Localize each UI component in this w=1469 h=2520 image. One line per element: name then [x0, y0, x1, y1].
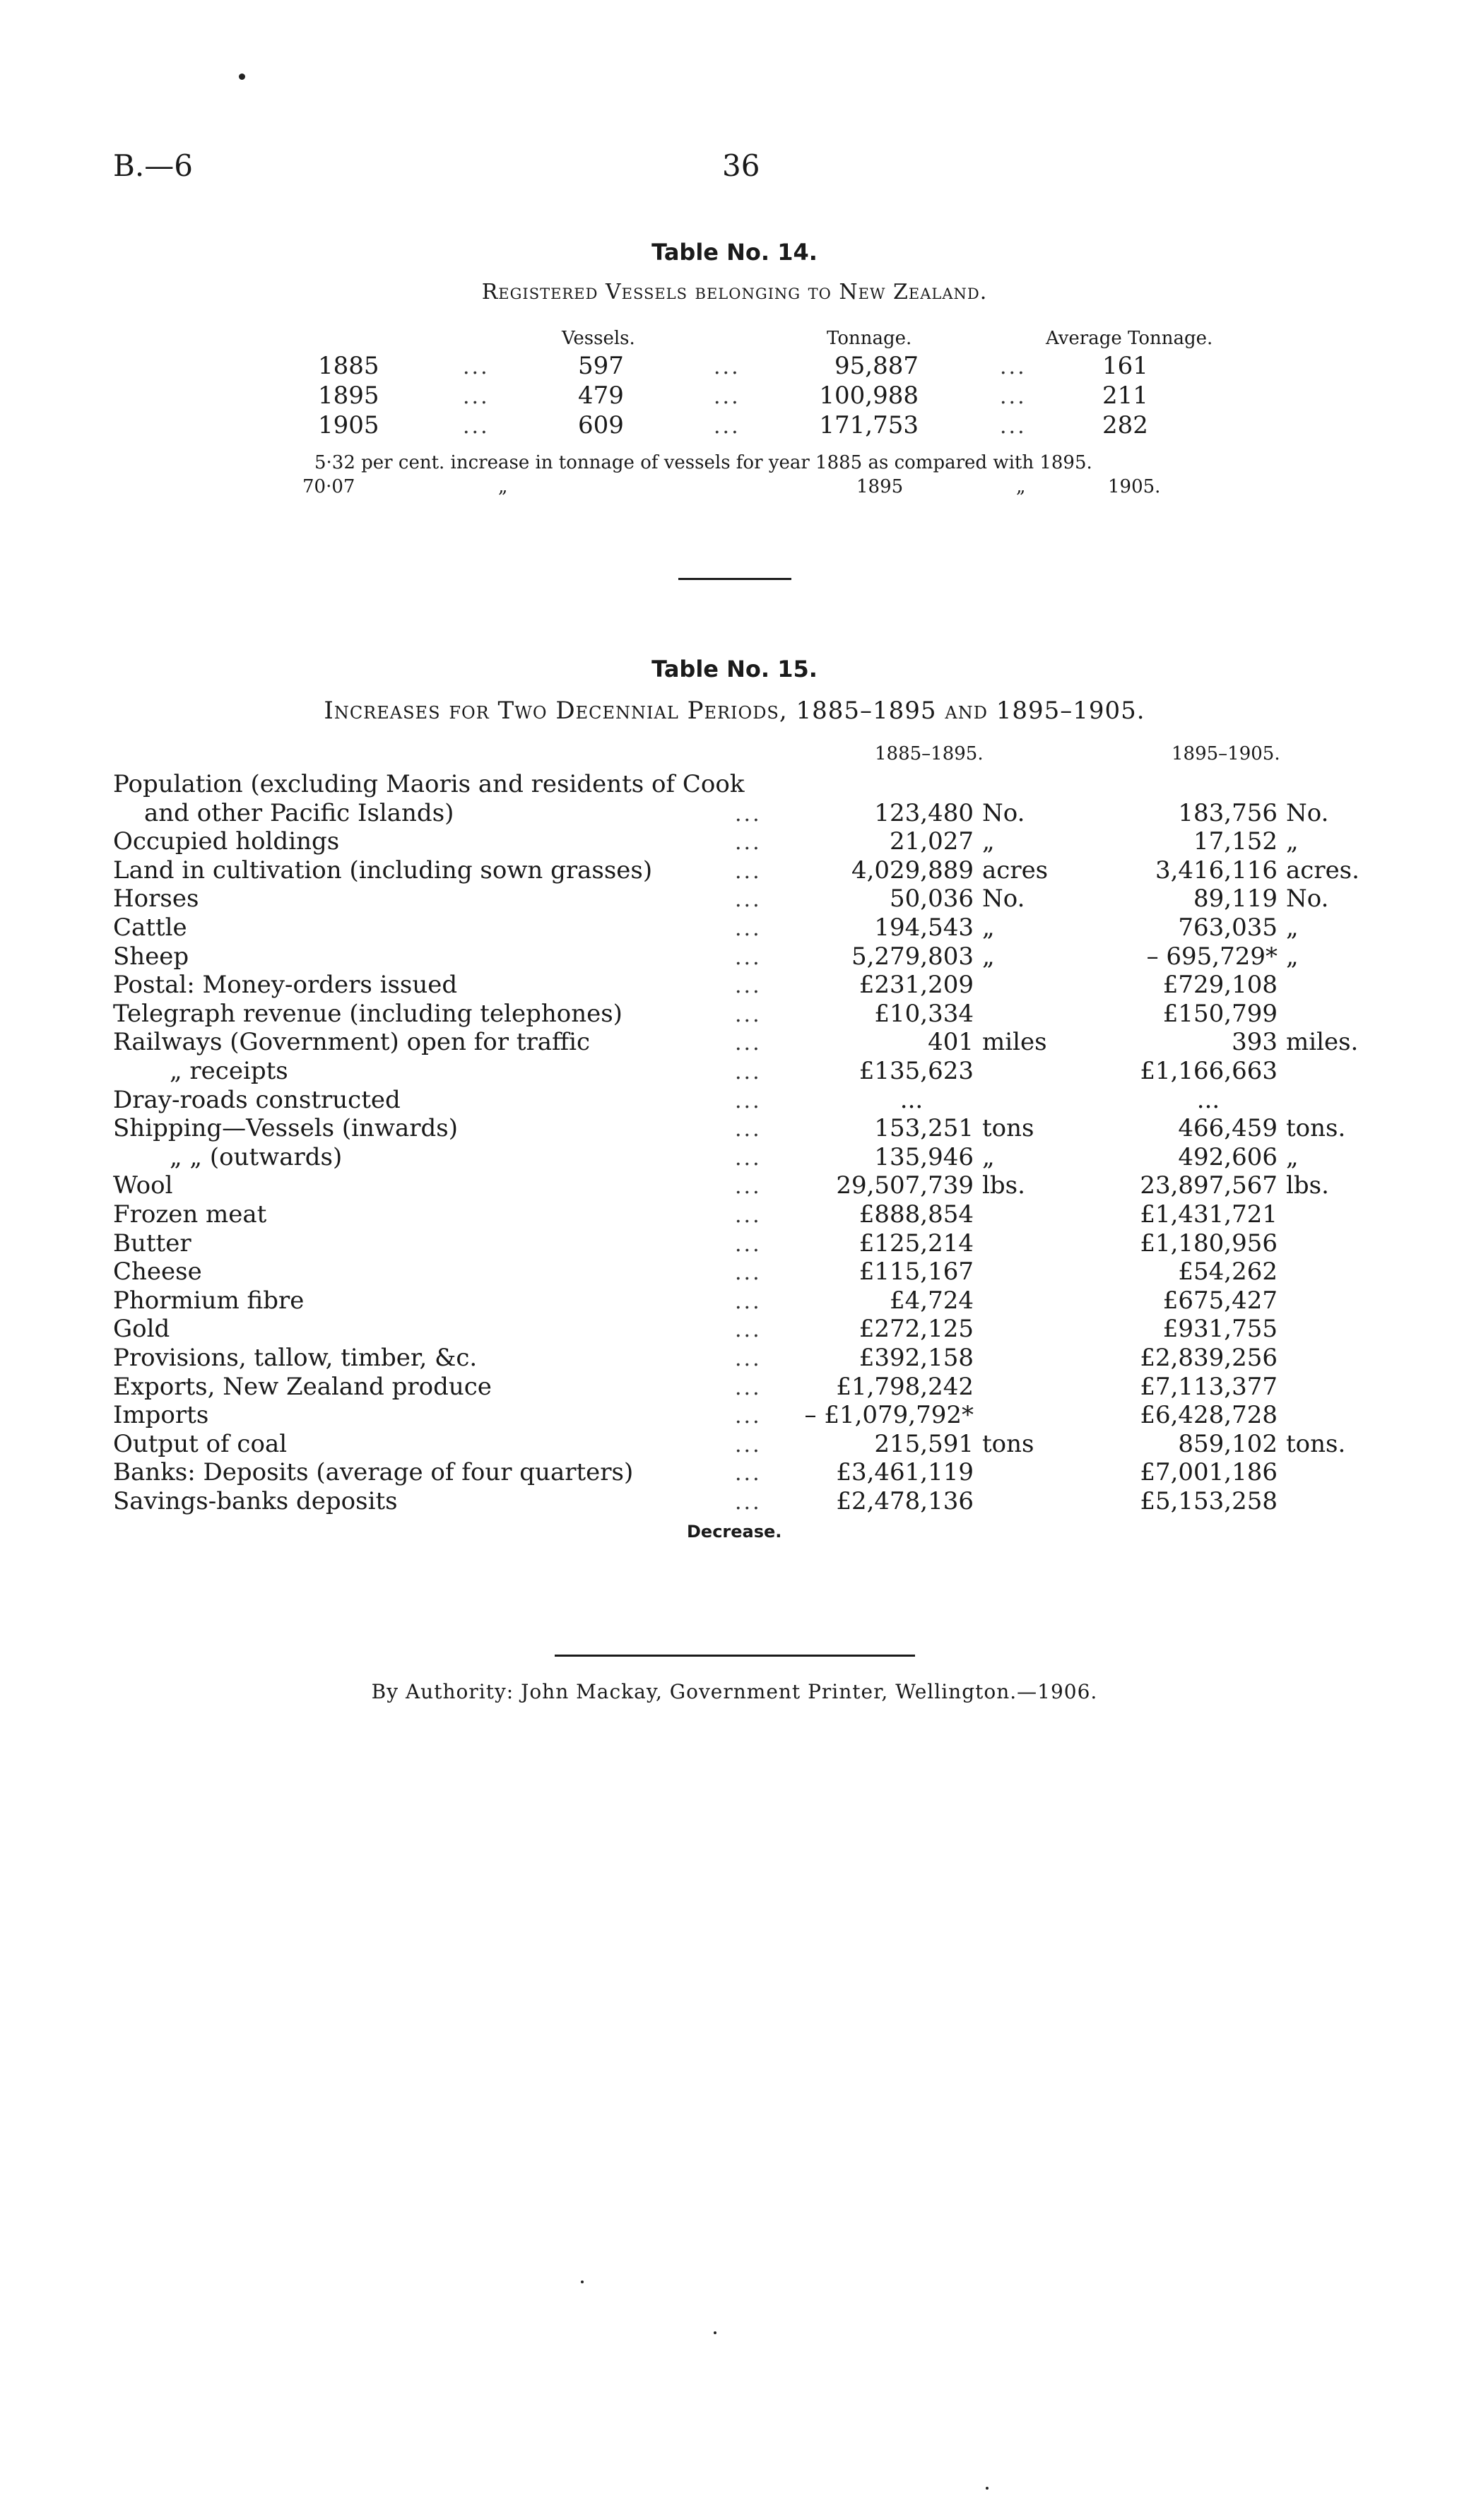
row-label: „ receipts — [170, 1057, 288, 1085]
unit-1895-1905: No. — [1286, 799, 1329, 827]
year-cell: 1895 — [318, 381, 379, 410]
row-label: Phormium fibre — [113, 1286, 305, 1315]
note-percent: 70·07 — [302, 476, 355, 497]
row-label: Savings-banks deposits — [113, 1487, 398, 1515]
col-header-average-tonnage: Average Tonnage. — [1046, 328, 1213, 349]
value-1885-1895: 194,543 — [874, 913, 974, 942]
value-1895-1905: 23,897,567 — [1140, 1171, 1278, 1200]
value-1895-1905: – 695,729* — [1146, 942, 1278, 971]
paper-speck — [239, 73, 245, 80]
row-label: Gold — [113, 1315, 170, 1343]
col-header-1895-1905: 1895–1905. — [1172, 743, 1280, 764]
leader-dots: ... — [714, 384, 741, 409]
ditto-mark: „ — [498, 476, 508, 497]
row-label: Occupied holdings — [113, 827, 340, 856]
leader-dots: ... — [735, 1260, 762, 1285]
leader-dots: ... — [735, 1146, 762, 1171]
table-14-subtitle: Registered Vessels belonging to New Zealand. — [481, 280, 988, 304]
leader-dots: ... — [735, 1174, 762, 1199]
row-label: Wool — [113, 1171, 173, 1200]
row-label: Frozen meat — [113, 1200, 267, 1229]
leader-dots: ... — [1000, 355, 1027, 379]
leader-dots: ... — [735, 1461, 762, 1486]
value-1885-1895: 153,251 — [874, 1114, 974, 1142]
row-label: Railways (Government) open for traffic — [113, 1028, 591, 1056]
row-label: Cattle — [113, 913, 187, 942]
unit-1885-1895: acres — [982, 856, 1049, 885]
unit-1885-1895: tons — [982, 1114, 1034, 1142]
value-1885-1895: £135,623 — [859, 1057, 974, 1085]
leader-dots: ... — [735, 1031, 762, 1055]
note-year: 1905. — [1108, 476, 1161, 497]
ditto-mark: „ — [1016, 476, 1026, 497]
value-1895-1905: 466,459 — [1178, 1114, 1278, 1142]
tonnage-cell: 100,988 — [819, 381, 919, 410]
value-1885-1895: 5,279,803 — [851, 942, 974, 971]
col-header-vessels: Vessels. — [562, 328, 635, 349]
value-1895-1905: 183,756 — [1178, 799, 1278, 827]
value-1885-1895: 29,507,739 — [836, 1171, 974, 1200]
row-label: Imports — [113, 1401, 209, 1429]
leader-dots: ... — [735, 830, 762, 855]
table-15-title: Table No. 15. — [651, 656, 818, 682]
unit-1885-1895: „ — [982, 827, 995, 856]
unit-1885-1895: „ — [982, 913, 995, 942]
value-1885-1895: £125,214 — [859, 1229, 974, 1258]
row-label: and other Pacific Islands) — [144, 799, 454, 827]
leader-dots: ... — [735, 887, 762, 912]
year-cell: 1905 — [318, 411, 379, 439]
value-1885-1895: 123,480 — [874, 799, 974, 827]
leader-dots: ... — [735, 802, 762, 827]
value-1885-1895: £1,798,242 — [836, 1373, 974, 1401]
value-1895-1905: £7,113,377 — [1140, 1373, 1278, 1401]
value-1895-1905: £6,428,728 — [1140, 1401, 1278, 1429]
value-1885-1895: £3,461,119 — [836, 1458, 974, 1486]
leader-dots: ... — [463, 355, 490, 379]
unit-1885-1895: miles — [982, 1028, 1047, 1056]
value-1895-1905: ... — [1196, 1086, 1220, 1114]
value-1885-1895: 21,027 — [890, 827, 974, 856]
value-1885-1895: £115,167 — [859, 1258, 974, 1286]
paper-speck — [714, 2331, 716, 2334]
value-1885-1895: ... — [899, 1086, 924, 1114]
value-1885-1895: £2,478,136 — [836, 1487, 974, 1515]
section-divider — [678, 578, 791, 580]
value-1895-1905: 492,606 — [1178, 1143, 1278, 1171]
page-number: 36 — [722, 148, 760, 183]
row-label: Butter — [113, 1229, 191, 1258]
average-cell: 211 — [1102, 381, 1148, 410]
printer-imprint: By Authority: John Mackay, Government Printer, Wellington.—1906. — [371, 1680, 1098, 1703]
paper-speck — [581, 2281, 584, 2283]
leader-dots: ... — [1000, 414, 1027, 439]
leader-dots: ... — [735, 1318, 762, 1342]
unit-1895-1905: miles. — [1286, 1028, 1359, 1056]
leader-dots: ... — [735, 859, 762, 884]
col-header-1885-1895: 1885–1895. — [875, 743, 984, 764]
footer-rule — [555, 1655, 915, 1657]
value-1895-1905: £675,427 — [1162, 1286, 1278, 1315]
value-1895-1905: £54,262 — [1178, 1258, 1278, 1286]
unit-1895-1905: „ — [1286, 913, 1299, 942]
unit-1885-1895: No. — [982, 885, 1025, 913]
year-cell: 1885 — [318, 352, 379, 380]
row-label: Postal: Money-orders issued — [113, 971, 458, 999]
table-14-note-1: 5·32 per cent. increase in tonnage of vessels for year 1885 as compared with 1895. — [314, 452, 1092, 473]
value-1885-1895: £231,209 — [859, 971, 974, 999]
value-1885-1895: £272,125 — [859, 1315, 974, 1343]
value-1895-1905: 763,035 — [1178, 913, 1278, 942]
vessels-cell: 609 — [578, 411, 624, 439]
unit-1885-1895: lbs. — [982, 1171, 1025, 1200]
value-1895-1905: 89,119 — [1193, 885, 1278, 913]
value-1895-1905: 859,102 — [1178, 1430, 1278, 1458]
row-label: „ „ (outwards) — [170, 1143, 343, 1171]
row-label: Telegraph revenue (including telephones) — [113, 1000, 623, 1028]
paper-speck — [986, 2487, 989, 2490]
unit-1895-1905: No. — [1286, 885, 1329, 913]
leader-dots: ... — [735, 1203, 762, 1228]
row-label: Land in cultivation (including sown grasses) — [113, 856, 653, 885]
value-1895-1905: £5,153,258 — [1140, 1487, 1278, 1515]
value-1885-1895: 50,036 — [890, 885, 974, 913]
value-1895-1905: £1,431,721 — [1140, 1200, 1278, 1229]
value-1895-1905: 3,416,116 — [1155, 856, 1278, 885]
leader-dots: ... — [714, 414, 741, 439]
unit-1895-1905: „ — [1286, 1143, 1299, 1171]
footnote-decrease: Decrease. — [687, 1522, 782, 1542]
unit-1895-1905: lbs. — [1286, 1171, 1329, 1200]
leader-dots: ... — [735, 1490, 762, 1515]
unit-1885-1895: No. — [982, 799, 1025, 827]
leader-dots: ... — [735, 1002, 762, 1027]
average-cell: 161 — [1102, 352, 1148, 380]
value-1885-1895: £392,158 — [859, 1344, 974, 1372]
leader-dots: ... — [463, 384, 490, 409]
row-label: Banks: Deposits (average of four quarters) — [113, 1458, 634, 1486]
row-label: Shipping—Vessels (inwards) — [113, 1114, 458, 1142]
leader-dots: ... — [735, 1089, 762, 1113]
value-1895-1905: 393 — [1232, 1028, 1278, 1056]
leader-dots: ... — [735, 1433, 762, 1457]
row-label: Output of coal — [113, 1430, 288, 1458]
tonnage-cell: 95,887 — [834, 352, 919, 380]
leader-dots: ... — [735, 1117, 762, 1142]
table-15-subtitle: Increases for Two Decennial Periods, 1885–1895 and 1895–1905. — [324, 697, 1145, 725]
unit-1885-1895: „ — [982, 1143, 995, 1171]
unit-1885-1895: tons — [982, 1430, 1034, 1458]
unit-1895-1905: „ — [1286, 827, 1299, 856]
row-label: Cheese — [113, 1258, 202, 1286]
note-year: 1895 — [856, 476, 904, 497]
leader-dots: ... — [735, 1232, 762, 1257]
leader-dots: ... — [463, 414, 490, 439]
unit-1895-1905: tons. — [1286, 1430, 1346, 1458]
unit-1895-1905: „ — [1286, 942, 1299, 971]
leader-dots: ... — [735, 1347, 762, 1371]
leader-dots: ... — [735, 1060, 762, 1084]
value-1895-1905: £729,108 — [1162, 971, 1278, 999]
unit-1885-1895: „ — [982, 942, 995, 971]
leader-dots: ... — [1000, 384, 1027, 409]
value-1885-1895: 401 — [928, 1028, 974, 1056]
unit-1895-1905: acres. — [1286, 856, 1359, 885]
value-1885-1895: – £1,079,792* — [804, 1401, 974, 1429]
row-label: Sheep — [113, 942, 189, 971]
row-label: Provisions, tallow, timber, &c. — [113, 1344, 478, 1372]
leader-dots: ... — [714, 355, 741, 379]
row-label: Dray-roads constructed — [113, 1086, 401, 1114]
average-cell: 282 — [1102, 411, 1148, 439]
leader-dots: ... — [735, 1376, 762, 1400]
row-label: Horses — [113, 885, 199, 913]
row-label: Population (excluding Maoris and residents of Cook — [113, 770, 745, 798]
value-1885-1895: 135,946 — [874, 1143, 974, 1171]
value-1895-1905: £7,001,186 — [1140, 1458, 1278, 1486]
value-1885-1895: 215,591 — [874, 1430, 974, 1458]
page-identifier: B.—6 — [113, 148, 193, 183]
value-1885-1895: 4,029,889 — [851, 856, 974, 885]
tonnage-cell: 171,753 — [819, 411, 919, 439]
unit-1895-1905: tons. — [1286, 1114, 1346, 1142]
leader-dots: ... — [735, 1289, 762, 1314]
value-1885-1895: £888,854 — [859, 1200, 974, 1229]
value-1885-1895: £10,334 — [874, 1000, 974, 1028]
value-1895-1905: 17,152 — [1193, 827, 1278, 856]
col-header-tonnage: Tonnage. — [827, 328, 912, 349]
leader-dots: ... — [735, 945, 762, 970]
value-1895-1905: £150,799 — [1162, 1000, 1278, 1028]
leader-dots: ... — [735, 916, 762, 941]
row-label: Exports, New Zealand produce — [113, 1373, 492, 1401]
leader-dots: ... — [735, 974, 762, 998]
table-14-title: Table No. 14. — [651, 239, 818, 266]
vessels-cell: 597 — [578, 352, 624, 380]
value-1895-1905: £931,755 — [1162, 1315, 1278, 1343]
value-1885-1895: £4,724 — [890, 1286, 974, 1315]
value-1895-1905: £2,839,256 — [1140, 1344, 1278, 1372]
value-1895-1905: £1,166,663 — [1140, 1057, 1278, 1085]
value-1895-1905: £1,180,956 — [1140, 1229, 1278, 1258]
leader-dots: ... — [735, 1404, 762, 1428]
vessels-cell: 479 — [578, 381, 624, 410]
